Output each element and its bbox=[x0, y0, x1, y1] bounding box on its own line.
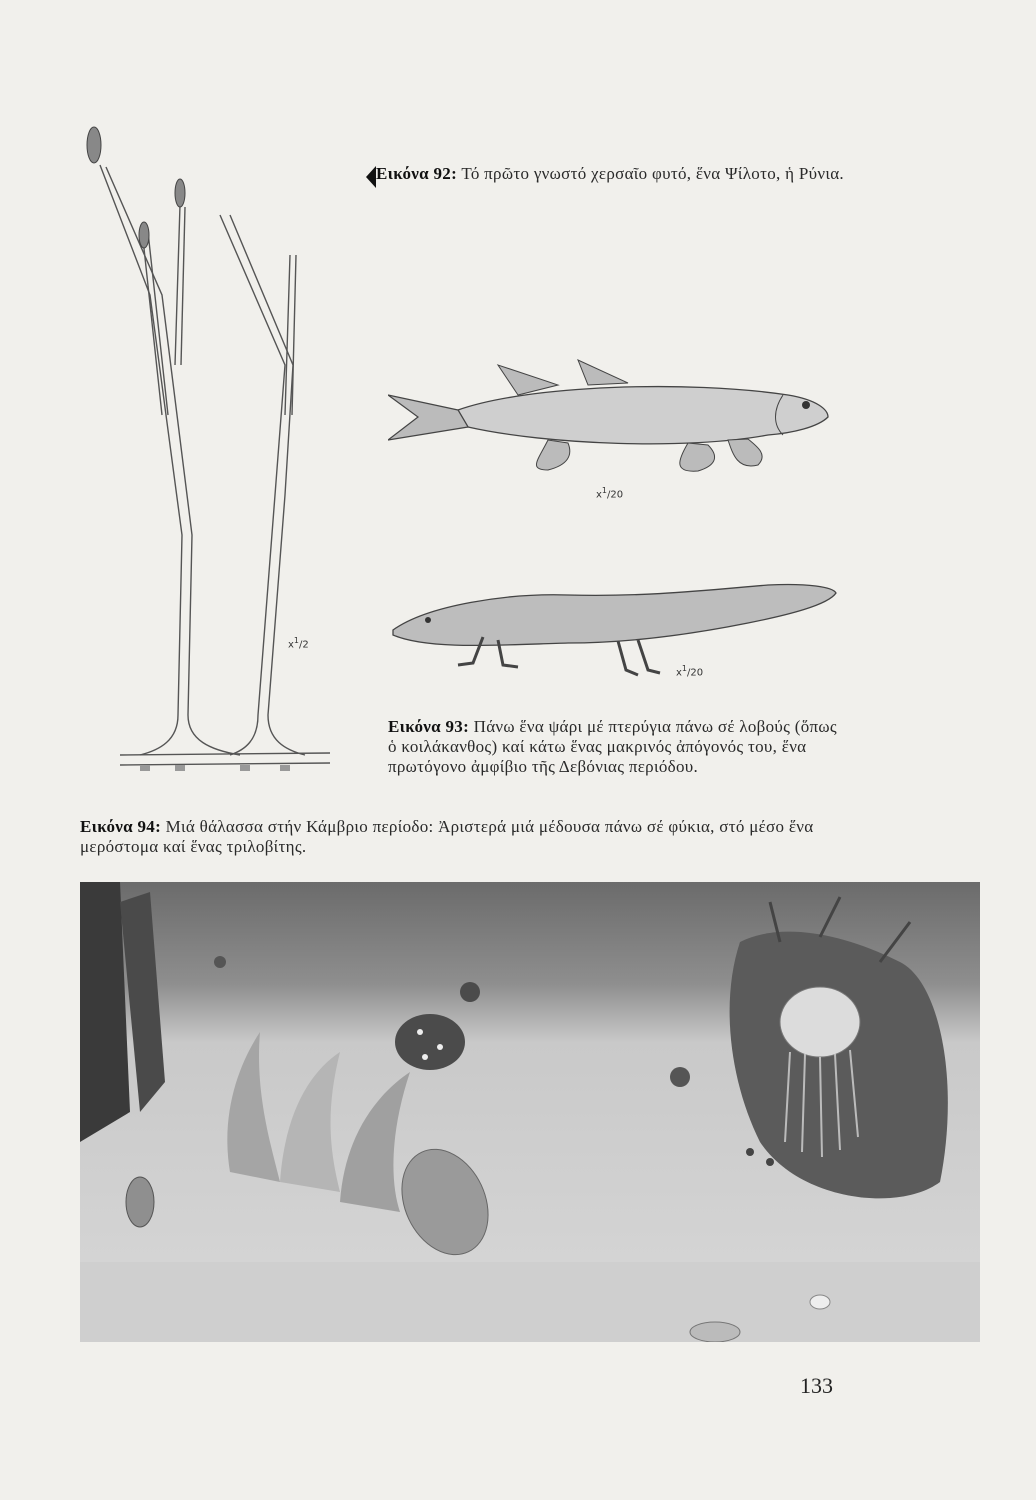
caption-pointer-icon bbox=[366, 166, 376, 188]
figure-94-caption bbox=[80, 817, 860, 857]
rhynia-scale-label: $x^1/2$ bbox=[288, 636, 309, 651]
amphibian-illustration bbox=[388, 565, 838, 685]
page-number: 133 bbox=[800, 1373, 833, 1398]
cambrian-sea-painting bbox=[80, 882, 980, 1342]
figure-93-caption bbox=[388, 717, 848, 777]
rhynia-plant-illustration bbox=[80, 115, 360, 790]
figure-93-text: Πάνω ἕνα ψάρι μέ πτερύγια πάνω σέ λοβούς (ὅπως ὁ κοιλάκανθος) καί κάτω ἕνας μακρινός ἀπόγονός του, ἕνα πρωτόγονο ἀμφίβιο τῆς Δεβόνιας περιόδου. bbox=[388, 717, 837, 776]
figure-93-label: Εικόνα 93: bbox=[388, 717, 470, 736]
figure-92-text: Τό πρῶτο γνωστό χερσαῖο φυτό, ἕνα Ψίλοτο, ἡ Ρύνια. bbox=[461, 164, 844, 183]
figure-92-caption bbox=[376, 164, 846, 184]
figure-92-label: Εικόνα 92: bbox=[376, 164, 458, 183]
figure-94-text: Μιά θάλασσα στήν Κάμβριο περίοδο: Ἀριστερά μιά μέδουσα πάνω σέ φύκια, στό μέσο ἕνα μερόστομα καί ἕνας τριλοβίτης. bbox=[80, 817, 814, 856]
amphibian-scale-label: $x^1/20$ bbox=[676, 664, 704, 679]
lobe-finned-fish-illustration bbox=[388, 355, 838, 485]
figure-94-label: Εικόνα 94: bbox=[80, 817, 162, 836]
fish-scale-label: $x^1/20$ bbox=[596, 486, 624, 501]
